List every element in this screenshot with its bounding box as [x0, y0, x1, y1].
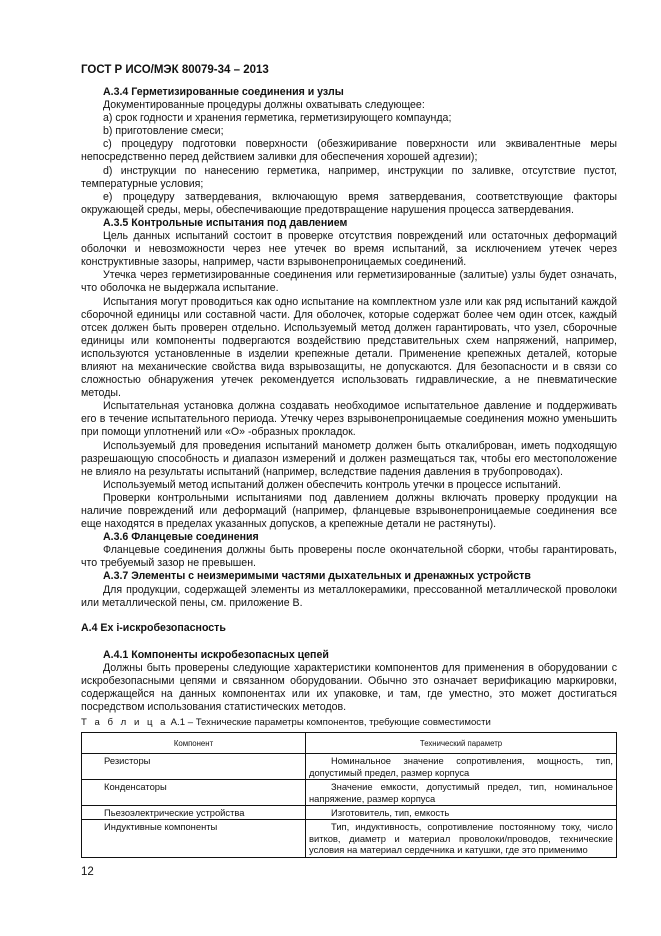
- paragraph: Цель данных испытаний состоит в проверке отсутствия повреждений или остаточных деформаций оболочки и невозможности через нее утечек во время испытаний, за исключением утечек через конструктивные зазоры, например, части взрывонепроницаемых соединений.: [81, 230, 617, 269]
- parameter-cell: Значение емкости, допустимый предел, тип, номинальное напряжение, размер корпуса: [306, 780, 617, 806]
- column-header-parameter: Технический параметр: [306, 733, 617, 754]
- section-a34-title: А.3.4 Герметизированные соединения и узлы: [103, 86, 344, 98]
- table-row: [82, 780, 617, 806]
- table-header-row: [82, 733, 617, 754]
- list-item: с) процедуру подготовки поверхности (обезжиривание поверхности или эквивалентные меры непосредственно перед действием заливки для обеспечения хорошей адгезии);: [81, 138, 617, 164]
- component-cell: Резисторы: [82, 754, 306, 780]
- list-item: d) инструкции по нанесению герметика, например, инструкции по заливке, отсутствие пустот, температурные условия;: [81, 164, 617, 190]
- paragraph: Документированные процедуры должны охватывать следующее:: [103, 99, 425, 112]
- paragraph: Проверки контрольными испытаниями под давлением должны включать проверку продукции на наличие повреждений или деформаций (например, фланцевые взрывонепроницаемые соединения все еще находятся в пределах указанных допусков, а крепежные детали не растянуты).: [81, 491, 617, 531]
- parameter-cell: Изготовитель, тип, емкость: [306, 806, 617, 820]
- paragraph: Используемый для проведения испытаний манометр должен быть откалиброван, иметь подходящую разрешающую способность и диапазон измерений и должен размещаться так, чтобы его местоположение не влияло на результаты испытаний (например, вследствие падения давления в трубопроводах).: [81, 439, 617, 478]
- component-cell: Конденсаторы: [82, 780, 306, 806]
- list-item: b) приготовление смеси;: [103, 125, 224, 138]
- components-table: [81, 732, 617, 857]
- parameter-cell: Тип, индуктивность, сопротивление постоянному току, число витков, диаметр и материал проволоки/проводов, технические условия на материал сердечника и катушки, где это применимо: [306, 820, 617, 857]
- list-item: а) срок годности и хранения герметика, герметизирующего компаунда;: [103, 112, 452, 125]
- paragraph: Испытания могут проводиться как одно испытание на комплектном узле или как ряд испытаний каждой сборочной единицы или составной части. Для оболочек, которые содержат более чем один отсек, каждый отсек должен быть проверен отдельно. Используемый метод должен гарантировать, что узел, сборочные единицы или компоненты подвергаются воздействию представительных схем напряжений, например, используются установленные в изделии крепежные детали. Применение крепежных деталей, которые влияют на механические свойства вида взрывозащиты, не допускаются. Для безопасности и в связи со сложностью обнаружения утечек рекомендуется использовать гидравлические, а не пневматические методы.: [81, 295, 617, 400]
- paragraph: Должны быть проверены следующие характеристики компонентов для применения в оборудовании с искробезопасными цепями и связанном оборудовании. Обычно это означает верификацию маркировки, содержащейся на данных компонентах или их упаковке, и там, где уместно, это может достигаться посредством использования статистических методов.: [81, 661, 617, 714]
- table-caption-label: Т а б л и ц а: [81, 717, 168, 729]
- paragraph: Используемый метод испытаний должен обеспечить контроль утечки в процессе испытаний.: [103, 478, 561, 491]
- table-caption: [81, 716, 617, 729]
- section-a41-title: А.4.1 Компоненты искробезопасных цепей: [103, 648, 329, 661]
- document-body: [81, 86, 617, 858]
- section-a36-title: А.3.6 Фланцевые соединения: [103, 531, 259, 544]
- paragraph: Для продукции, содержащей элементы из металлокерамики, прессованной металлической проволоки или металлической пены, см. приложение В.: [81, 583, 617, 609]
- page-number: 12: [81, 866, 94, 878]
- column-header-component: Компонент: [82, 733, 306, 754]
- table-row: [82, 820, 617, 857]
- document-header: ГОСТ Р ИСО/МЭК 80079-34 – 2013: [81, 64, 269, 76]
- table-row: [82, 806, 617, 820]
- paragraph: Утечка через герметизированные соединения или герметизированные (залитые) узлы будет означать, что оболочка не выдержала испытание.: [81, 269, 617, 295]
- list-item: е) процедуру затвердевания, включающую время затвердевания, соответствующие факторы окружающей среды, меры, обеспечивающие предотвращение нарушения процесса затвердевания.: [81, 190, 617, 216]
- component-cell: Пьезоэлектрические устройства: [82, 806, 306, 820]
- table-row: [82, 754, 617, 780]
- paragraph: Фланцевые соединения должны быть проверены после окончательной сборки, чтобы гарантировать, что требуемый зазор не превышен.: [81, 544, 617, 570]
- section-a37-title: А.3.7 Элементы с неизмеримыми частями дыхательных и дренажных устройств: [103, 570, 531, 583]
- section-a4-title: А.4 Ex i-искробезопасность: [81, 621, 226, 634]
- paragraph: Испытательная установка должна создавать необходимое испытательное давление и поддерживать его в течение испытательного периода. Утечку через взрывонепроницаемые соединения можно уменьшить при помощи уплотнений или «О» -образных прокладок.: [81, 400, 617, 439]
- section-a35-title: А.3.5 Контрольные испытания под давлением: [103, 216, 348, 229]
- table-caption-text: А.1 – Технические параметры компонентов, требующие совместимости: [167, 717, 491, 729]
- component-cell: Индуктивные компоненты: [82, 820, 306, 857]
- parameter-cell: Номинальное значение сопротивления, мощность, тип, допустимый предел, размер корпуса: [306, 754, 617, 780]
